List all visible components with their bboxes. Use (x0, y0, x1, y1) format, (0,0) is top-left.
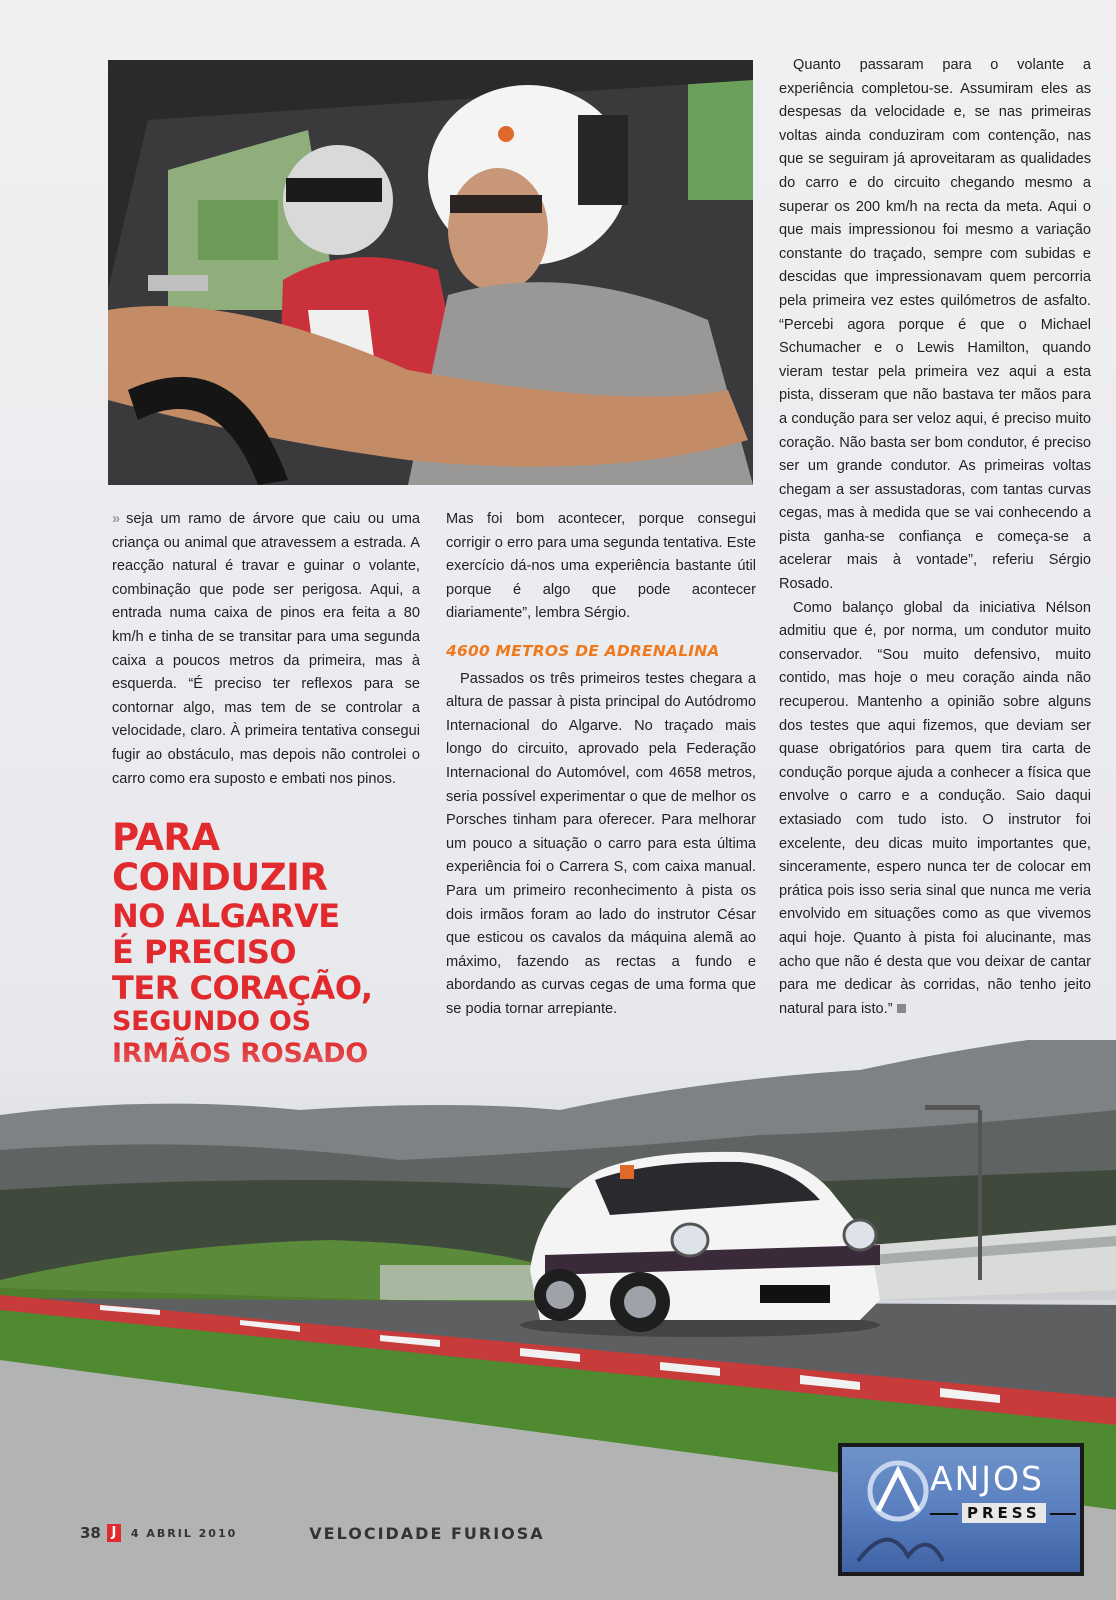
paragraph-text: Como balanço global da iniciativa Nélson admitiu que é, por norma, um condutor muito conservador. “Sou muito defensivo, muito contido, mas hoje o meu coração ainda não recuperou. Mantenho a opinião sobre alguns dos testes que aqui fizemos, que deviam ser quase obrigatórios para quem tira carta de condução porque ajuda a conhecer a física que envolve o carro e a condução. Saio daqui extasiado com tudo isto. O instrutor foi excelente, deu dicas muito importantes que, sinceramente, espero nunca ter de colocar em prática pois isso seria sinal que nunca me veria envolvido em situações como as que vivemos aqui hoje. Quanto à pista foi alucinante, mas acho que não é desta que vou deixar de cantar para me dedicar às corridas, não tenho jeito natural para isto.” (779, 599, 1091, 1017)
watermark-rule (930, 1513, 958, 1515)
watermark-rule (1050, 1513, 1076, 1515)
pull-quote-line: CONDUZIR (112, 856, 328, 899)
paragraph (112, 508, 420, 791)
watermark-subtitle: PRESS (962, 1503, 1046, 1523)
issue-date: 4 ABRIL 2010 (130, 1526, 238, 1540)
pull-quote-line: PARA (112, 816, 220, 859)
pull-quote-line: NO ALGARVE (112, 897, 340, 935)
page-footer (80, 1522, 545, 1544)
article-column-3 (779, 54, 1091, 1021)
publication-logo: J (107, 1524, 121, 1542)
paragraph: Mas foi bom acontecer, porque consegui corrigir o erro para uma segunda tentativa. Este exercício dá-nos uma experiência bastante útil porque é algo que pode acontecer diariamente”, lembra Sérgio. (446, 511, 756, 622)
pull-quote-line: SEGUNDO OS (112, 1006, 311, 1037)
pull-quote-line: TER CORAÇÃO, (112, 969, 373, 1007)
page-number: 38 (80, 1524, 101, 1542)
car-interior-photo (108, 60, 753, 485)
pull-quote (112, 818, 442, 1070)
paragraph: Passados os três primeiros testes chegara a altura de passar à pista principal do Autódromo Internacional do Algarve. No traçado mais longo do circuito, aprovado pela Federação Internacional do Automóvel, com 4658 metros, seria possível experimentar o que de melhor os Porsches tinham para oferecer. Para melhorar um pouco a situação o carro para esta última experiência foi o Carrera S, com caixa manual. Para um primeiro reconhecimento à pista os dois irmãos foram ao lado do instrutor César que esticou os cavalos da máquina alemã ao máximo, fazendo as rectas a fundo e abordando as curvas cegas de uma forma que se podia tornar arrepiante. (446, 670, 756, 1017)
pull-quote-line: É PRECISO (112, 933, 297, 971)
paragraph: Quanto passaram para o volante a experiência completou-se. Assumiram eles as despesas da velocidade e, se nas primeiras voltas ainda conduziram com contenção, nas que se seguiram já aproveitaram as qualidades do carro e do circuito chegando mesmo a superar os 200 km/h na recta da meta. Aqui o que mais impressionou foi mesmo a variação constante do traçado, sempre com subidas e descidas que impressionavam quem percorria pela primeira vez estes quilómetros de asfalto. “Percebi agora porque é que o Michael Schumacher e o Lewis Hamilton, quando vieram testar pela primeira vez aqui a esta pista, disseram que não bastava ter mãos para a condução para ser veloz aqui, é preciso muito coração. Não basta ser bom condutor, é preciso ser um grande condutor. As primeiras voltas chegam a ser assustadoras, com tantas curvas cegas, mas à medida que se vai conhecendo a pista ganha-se confiança e começa-se a acelerar mais à vontade”, referiu Sérgio Rosado. (779, 57, 1091, 593)
anjos-press-watermark (838, 1443, 1084, 1576)
section-subheading: 4600 METROS DE ADRENALINA (446, 641, 720, 660)
car-interior-illustration (108, 60, 753, 485)
continuation-mark: » (112, 511, 121, 527)
paragraph (779, 597, 1091, 1022)
paragraph-text: seja um ramo de árvore que caiu ou uma criança ou animal que atravessem a estrada. A reacção natural é travar e guinar o volante, combinação que pode ser perigosa. Aqui, a entrada numa caixa de pinos era feita a 80 km/h e tinha de se transitar para uma segunda caixa a poucos metros da primeira, mas à esquerda. “É preciso ter reflexos para se contornar algo, mas tem de se controlar a velocidade, claro. À primeira tentativa consegui fugir ao obstáculo, mas depois não controlei o carro como era suposto e embati nos pinos. (112, 511, 420, 787)
article-column-2 (446, 508, 756, 1021)
article-column-1 (112, 508, 420, 791)
watermark-title: ANJOS (930, 1459, 1044, 1498)
section-name: VELOCIDADE FURIOSA (309, 1523, 545, 1543)
end-of-article-icon (897, 1004, 906, 1013)
